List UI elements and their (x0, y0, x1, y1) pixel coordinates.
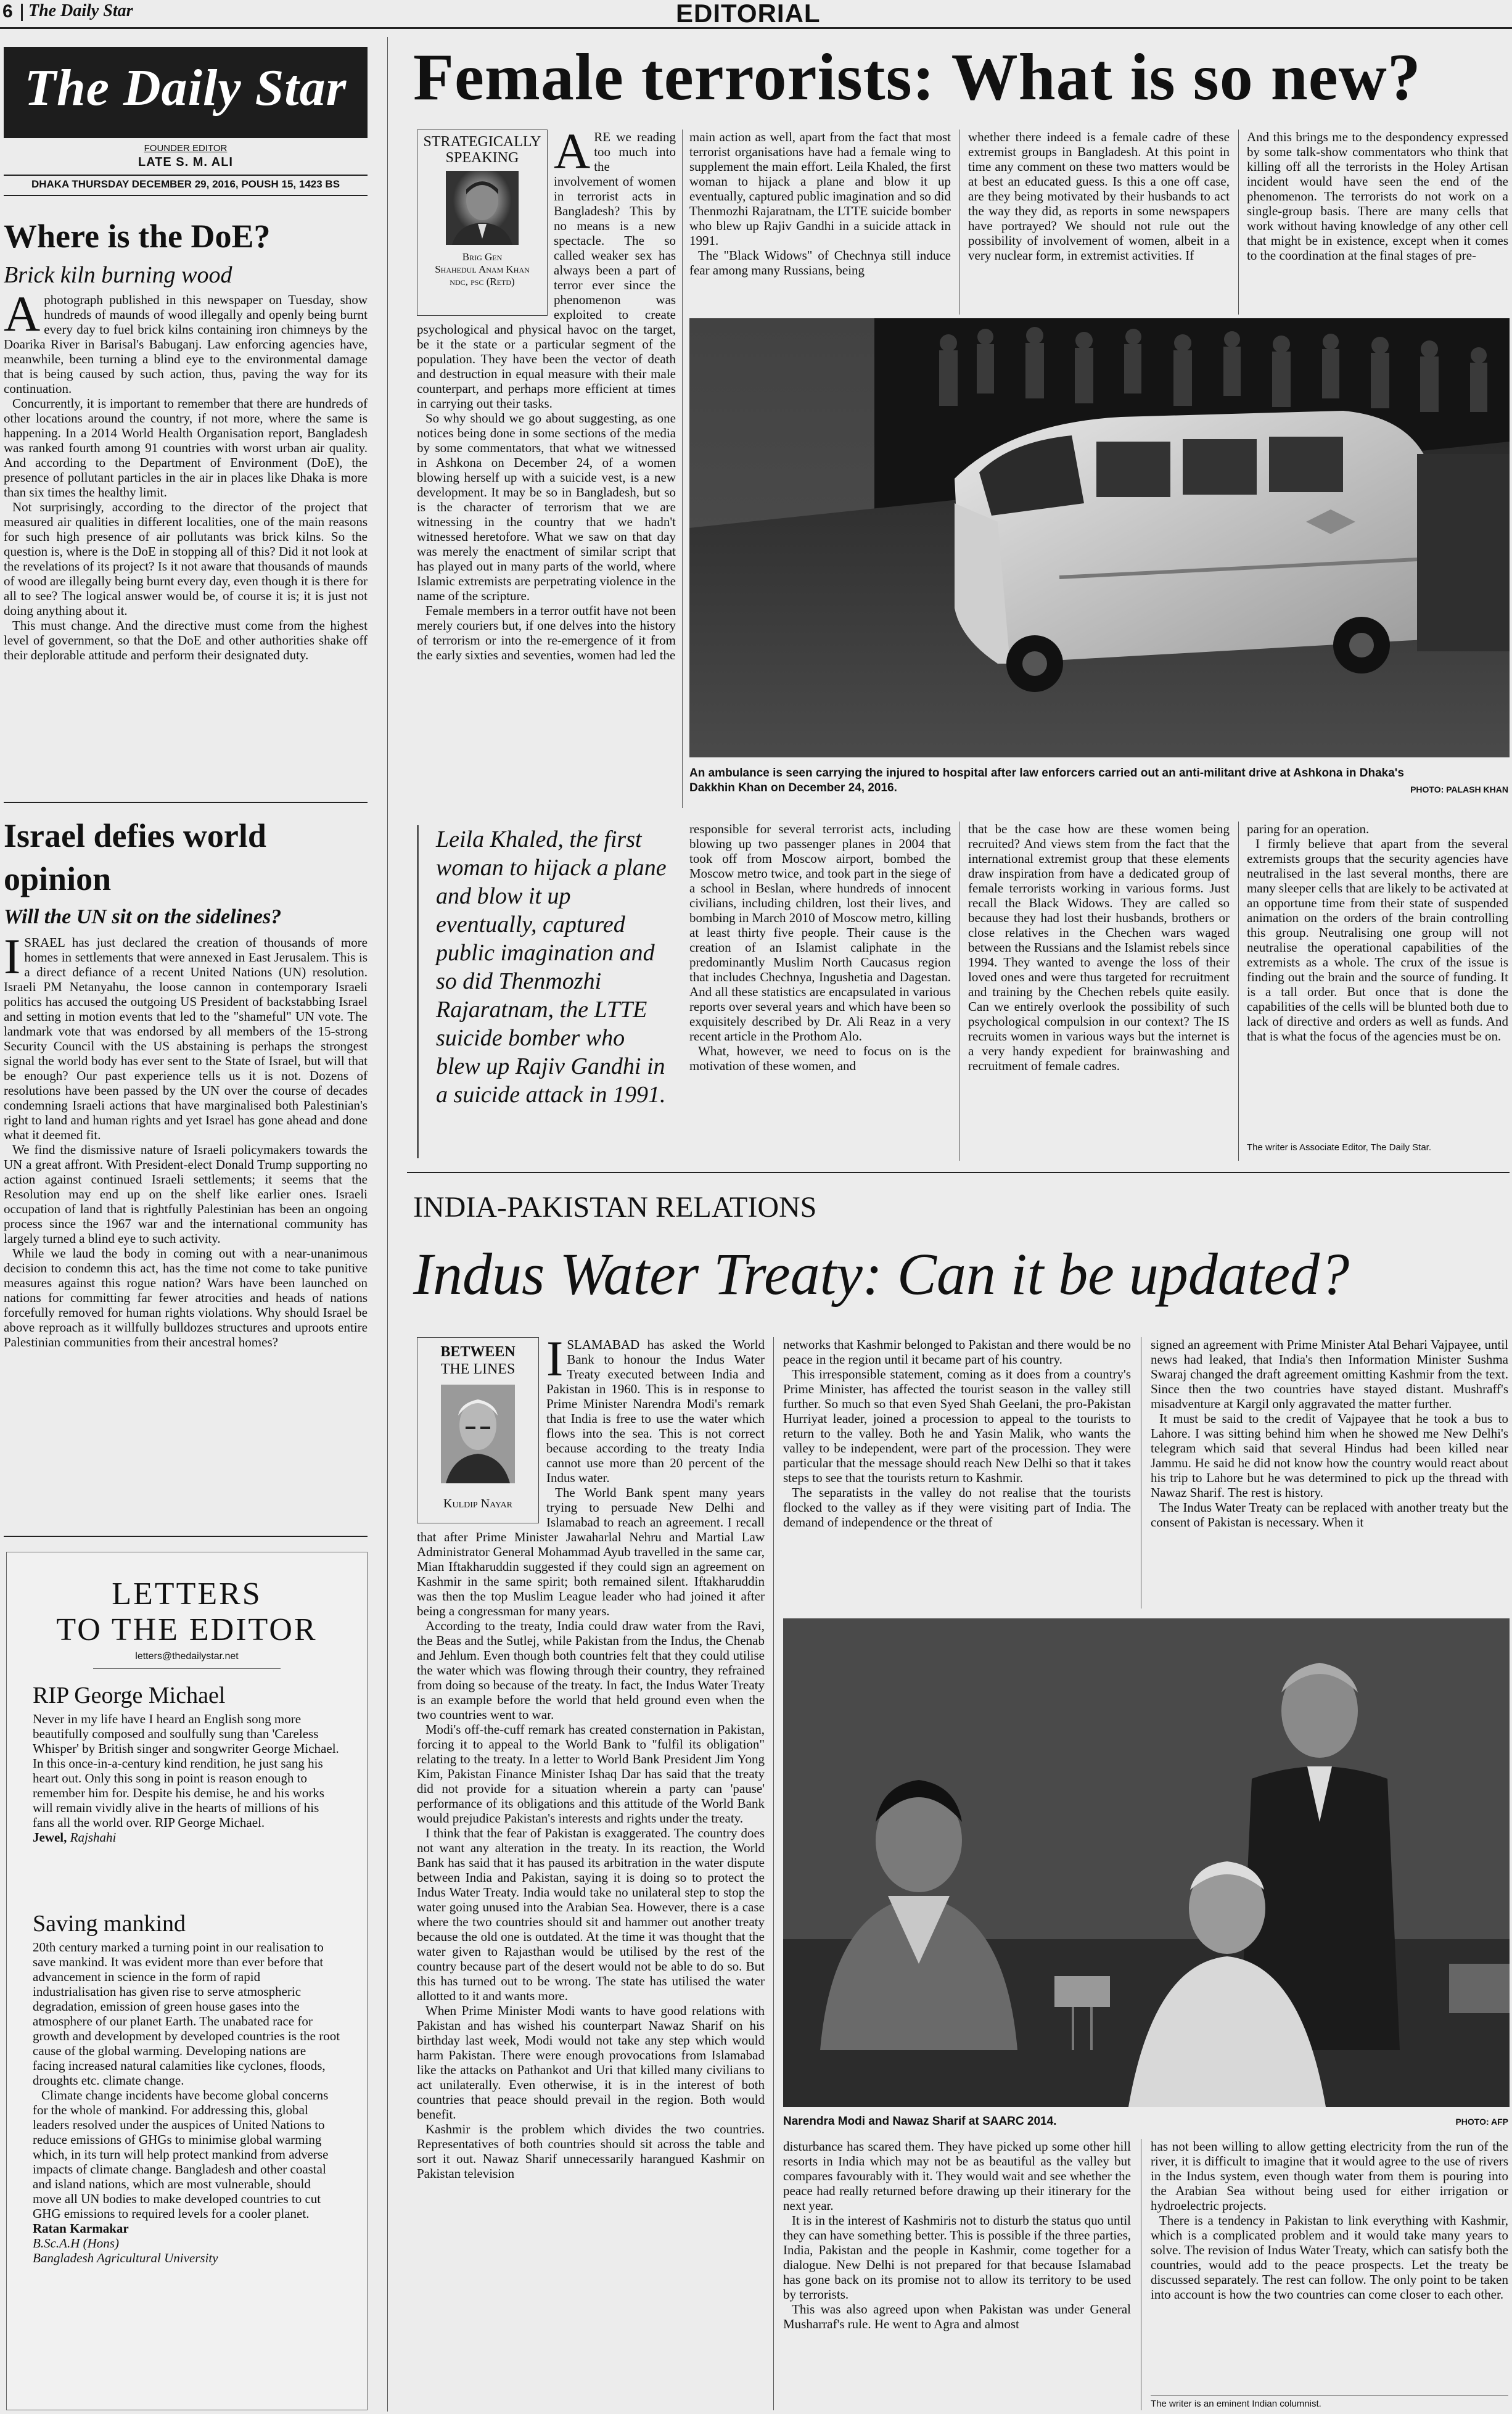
paragraph: We find the dismissive nature of Israeli policymakers towards the UN a great affront. With President-elect Donald Trump supporting no action against continued Israeli settlements; it seems that the Resolution may end up on the shelf like earlier ones. Israeli occupation of land that is rightfully Palestinian has been an ongoing process since the 1967 war and the international community has largely turned a blind eye to such activity. (4, 1142, 368, 1246)
paragraph: I think that the fear of Pakistan is exaggerated. The country does not want any alteration in the treaty. In its reaction, the World Bank has said that it has paused its arbitration in the water dispute between India and Pakistan, saying it is doing so to protect the Indus Water Treaty. India would take no unilateral step to stop the water going unused into the Arabian Sea. However, there is a case where the two countries should sit and hammer out another treaty because the old one is outdated. At the time it was thought that the water given to Rajasthan would be utilised by the rest of the country because part of the desert would not be able to do so. But this has turned out to be wrong. The state has utilised the water allotted to it and wants more. (417, 1826, 765, 2003)
author-creds: ndc, psc (Retd) (450, 276, 515, 287)
paragraph: Never in my life have I heard an English song more beautifully composed and soulfully sung than 'Careless Whisper' by British singer and songwriter George Michael. In this once-in-a-century kind rendition, he just sang his heart out. Only this song in point is reason enough to remember him for. Despite his demise, he and his works will remain vividly alive in the hearts of millions of his fans all the world over. RIP George Michael. (33, 1712, 339, 1830)
editorial1-title: Where is the DoE? (4, 218, 271, 255)
paragraph: What, however, we need to focus on is the motivation of these women, and (689, 1044, 951, 1073)
page-number: 6 (2, 1, 13, 22)
ambulance-photo (689, 318, 1510, 757)
author-name: Kuldip Nayar (443, 1497, 512, 1510)
saarc-photo-caption: Narendra Modi and Nawaz Sharif at SAARC 2014. (783, 2115, 1057, 2128)
paragraph: responsible for several terrorist acts, including blowing up two passenger planes in 2004 that took off from Moscow airport, bombed the Moscow metro twice, and took part in the siege of a school in Beslan, where hundreds of innocent civilians, including children, lost their lives, and bombing in March 2010 of Moscow metro, killing at least thirty five people. Their cause is the creation of an Islamist caliphate in the predominantly Muslim North Caucasus region that includes Chechnya, Ingushetia and Dagestan. And all these statistics are encapsulated in various reports over several years and which have been so exquisitely described by Dr. Ali Reaz in a very recent article in the Prothom Alo. (689, 822, 951, 1044)
column-rule (1238, 130, 1239, 315)
ambulance-photo-credit: PHOTO: PALASH KHAN (1410, 785, 1508, 794)
article1-col4-top (1247, 130, 1508, 315)
paragraph: This must change. And the directive must come from the highest level of government, so that the DoE and other authorities shake off their deplorable attitude and perform their designated duty. (4, 618, 368, 662)
ambulance-photo-caption: An ambulance is seen carrying the injured to hospital after law enforcers carried out an anti-militant drive at Ashkona in Dhaka's Dakkhin Khan on December 24, 2016. (689, 767, 1404, 794)
letters-heading-line1: LETTERS (112, 1576, 262, 1612)
paragraph: This irresponsible statement, coming as it does from a country's Prime Minister, has affected the tourist season in the valley still further. So much so that even Syed Shah Geelani, the pro-Pakistan Hurriyat leader, joined a procession to appeal to the tourists to return to the valley. Both he and Yasin Malik, who wants the valley to be independent, were part of the procession. They were particular that the message should reach New Delhi so that it takes steps to see that the tourists return to Kashmir. (783, 1367, 1131, 1485)
paragraph: has not been willing to allow getting electricity from the run of the river, it is difficult to imagine that it would agree to the use of rivers in the Indus system, even though water from them is pouring into the Arabian Sea without being used for either irrigation or hydroelectric projects. (1151, 2139, 1508, 2213)
paragraph: Climate change incidents have become global concerns for the whole of mankind. For addressing this, global leaders resolved under the auspices of United Nations to reduce emissions of GHGs to minimise global warming which, in its turn will help protect mankind from adverse impacts of climate change. Bangladesh and other coastal and island nations, which are most vulnerable, should move all UN bodies to make developed countries to cut GHG emissions to required levels for a cooler planet. (33, 2088, 329, 2221)
article2-writer-note: The writer is an eminent Indian columnist. (1151, 2395, 1508, 2409)
letters-rule (93, 1668, 281, 1669)
dateline: DHAKA THURSDAY DECEMBER 29, 2016, POUSH 15, 1423 BS (31, 178, 340, 190)
paragraph: The "Black Widows" of Chechnya still induce fear among many Russians, being (689, 248, 951, 278)
paragraph: There is a tendency in Pakistan to link everything with Kashmir, which is a complicated problem and it would take many years to solve. The revision of Indus Water Treaty, which can satisfy both the countries, would add to the peace prospects. Let the treaty be discussed separately. The rest can follow. The only point to be taken into account is how the two countries can come closer to each other. (1151, 2213, 1508, 2302)
column-label-line1: STRATEGICALLY (423, 134, 541, 150)
article1-headline: Female terrorists: What is so new? (413, 41, 1421, 114)
founder-name: LATE S. M. ALI (138, 155, 233, 169)
column-divider (387, 37, 388, 2412)
leaders-scene-icon (783, 1618, 1510, 2107)
article1-dropcap: A (554, 130, 591, 179)
column-rule (682, 130, 683, 808)
article2-dropcap: I (546, 1337, 564, 1386)
letter-body (33, 1712, 341, 1921)
paragraph: The World Bank spent many years trying to persuade New Delhi and Islamabad to reach an agreement. I recall that after Prime Minister Jawaharlal Nehru and Martial Law Administrator General Mohammad Ayub travelled in the same car, Mian Iftakharuddin suggested if they could sign an agreement on Kashmir in the same spirit; both remained silent. Iftakharuddin was then the top Muslim League leader who had joined it after being a congressman for many years. (417, 1485, 765, 1618)
author-name: Shahedul Anam Khan (435, 263, 530, 275)
letter-signature (33, 1830, 341, 1845)
paragraph: RE we reading too much into the involvement of women in terrorist acts in Bangladesh? This by no means is a new spectacle. The so called weaker sex has always been a part of terror ever since the phenomenon was exploited to create psychological and physical havoc on the target, be it the state or a particular segment of the population. They have been the vector of death and destruction in equal measure with their male counterpart, and perhaps more efficient at times in carrying out their tasks. (417, 130, 676, 411)
saarc-photo-credit: PHOTO: AFP (1455, 2117, 1508, 2127)
paragraph: Female members in a terror outfit have not been merely couriers but, if one delves into the history of terrorism or into the re-emergence of it from the early sixties and seventies, women had led the (417, 603, 676, 662)
paragraph: According to the treaty, India could draw water from the Ravi, the Beas and the Sutlej, while Pakistan from the Indus, the Chenab and Jehlum. Even though both countries felt that they could utilise the water which was flowing through their country, they refrained from doing so because of the treaty. In fact, the Indus Water Treaty is an example before the world that held ground even when the two countries went to war. (417, 1618, 765, 1722)
column-rule (1238, 822, 1239, 1161)
paragraph: So why should we go about suggesting, as one notices being done in some sections of the media by some commentators, that what we witnessed in Ashkona on December 24, of a women blowing herself up with a suicide vest, is a new development. It may be so in Bangladesh, but so is the character of terrorism that we are witnessing in the country that we hadn't witnessed heretofore. What we saw on that day was merely the enactment of similar script that has played out in many parts of the world, where Islamic extremists are perpetrating violence in the name of the scripture. (417, 411, 676, 603)
editorial2-dropcap: I (4, 935, 21, 984)
editorial-divider (4, 802, 368, 803)
pull-quote-box (417, 825, 673, 1158)
editorial2-body (4, 935, 368, 1509)
paragraph: It is in the interest of Kashmiris not to disturb the status quo until they can have something better. This is possible if the three parties, India, Pakistan and the people in Kashmir, come together for a dialogue. New Delhi is not prepared for that because Islamabad has gone back on its promise not to allow its territory to be used by terrorists. (783, 2213, 1131, 2302)
paragraph: And this brings me to the despondency expressed by some talk-show commentators who think that killing off all the terrorists in the Holey Artisan incident would have seen the end of the phenomenon. The terrorists do not work on a single-group basis. There are many cells that work without having knowledge of any other cell that might be in existence, except when it comes to the coordination at the final stages of pre- (1247, 130, 1508, 263)
article2-col1 (417, 1337, 765, 2410)
paragraph: I firmly believe that apart from the several extremists groups that the security agencies have neutralised in the last several months, there are many sleeper cells that are likely to be activated at an opportune time from their state of suspended animation on the orders of the brain controlling this group. Neutralising one group will not neutralise the operational capabilities of the extremists as a whole. The crux of the issue is finding out the brain and the source of funding. It is a tall order. But once that is done the capabilities of the cells will be blunted both due to lack of directive and orders as well as funds. And that is what the focus of the agencies must be on. (1247, 836, 1508, 1044)
editorial2-subtitle: Will the UN sit on the sidelines? (4, 905, 282, 928)
paragraph: It must be said to the credit of Vajpayee that he took a bus to Lahore. I was sitting behind him when he showed me New Delhi's telegram which said that several Hindus had been killed near Jammu. He said he did not know how the country would react about his trip to Lahore but he was determined to pick up the thread with Nawaz Sharif. The rest is history. (1151, 1411, 1508, 1500)
paragraph: The separatists in the valley do not realise that the tourists flocked to the valley as if they were visiting part of India. The demand of independence or the threat of (783, 1485, 1131, 1530)
column-rule (773, 1337, 774, 2410)
signature-name: Ratan Karmakar (33, 2221, 129, 2236)
editorial1-body (4, 292, 368, 792)
signature-line3: Bangladesh Agricultural University (33, 2251, 218, 2265)
letter-title: Saving mankind (33, 1911, 186, 1937)
article1-col4-bottom (1247, 822, 1508, 1130)
letters-heading-line2: TO THE EDITOR (56, 1612, 318, 1647)
article1-col1 (417, 130, 676, 808)
article1-col2-bottom (689, 822, 951, 1162)
paragraph: Concurrently, it is important to remember that there are hundreds of other locations around the country, if not more, where the same is happening. In a 2014 World Health Organisation report, Bangladesh was ranked fourth among 91 countries with worst urban air quality. And according to the Department of Environment (DoE), the presence of pollutant particles in the air in places like Dhaka is more than six times the healthy limit. (4, 396, 368, 500)
paragraph: Kashmir is the problem which divides the two countries. Representatives of both countries should sit across the table and sort it out. Nawaz Sharif unnecessarily harangued Kashmir on Pakistan television (417, 2122, 765, 2181)
letter-title: RIP George Michael (33, 1683, 226, 1708)
article2-col3-bottom (1151, 2139, 1508, 2386)
paragraph: SLAMABAD has asked the World Bank to honour the Indus Water Treaty executed between India and Pakistan in 1960. This is in response to Prime Minister Narendra Modi's remark that India is free to use the water which flows into the sea. This is not correct because according to the treaty India cannot use more than 20 percent of the Indus water. (546, 1337, 765, 1485)
saarc-photo (783, 1618, 1510, 2107)
ambulance-scene-icon (689, 318, 1510, 757)
founder-label: FOUNDER EDITOR (144, 143, 228, 154)
paragraph: 20th century marked a turning point in our realisation to save mankind. It was evident more than ever before that advancement in science in the form of rapid industrialisation has given rise to serve atmospheric degradation, emission of green house gases into the atmosphere of our planet Earth. The unabated race for growth and development by developed countries is the root cause of the global warming. Developing nations are facing increased natural calamities like cyclones, floods, droughts etc. climate change. (33, 1940, 340, 2088)
article2-col2-bottom (783, 2139, 1131, 2410)
article2-kicker: INDIA-PAKISTAN RELATIONS (413, 1191, 817, 1224)
column-label-line2: SPEAKING (445, 150, 519, 166)
letter-body (33, 1940, 341, 2408)
article-divider (407, 1172, 1510, 1173)
letters-divider (4, 1536, 368, 1537)
paragraph: While we laud the body in coming out with a near-unanimous decision to condemn this act, has the time not come to take punitive measures against this rogue nation? Wars have been launched on nations for committing far fewer atrocities and heads of nations forcefully removed for human rights violations. Why should Israel be above reproach as it willfully bulldozes structures and uproots entire Palestinian communities from their ancestral homes? (4, 1246, 368, 1349)
signature-name: Jewel, (33, 1830, 67, 1845)
signature-line2: B.Sc.A.H (Hons) (33, 2236, 119, 2251)
editorial1-subtitle: Brick kiln burning wood (4, 262, 232, 288)
page-header (0, 0, 1512, 29)
paragraph: paring for an operation. (1247, 822, 1370, 836)
paragraph: whether there indeed is a female cadre of these extremist groups in Bangladesh. At this point in time any comment on these two matters would be at best an educated guess. Is this a one off case, are they being motivated by their husbands to act the way they did, as reports in some newspapers have portrayed? We should not rule out the possibility of involvement of women, albeit in a very nuclear form, in extremist activities. If (968, 130, 1230, 263)
paragraph: Modi's off-the-cuff remark has created consternation in Pakistan, forcing it to appeal to the World Bank to "fulfil its obligation" relating to the treaty. In a letter to World Bank President Jim Yong Kim, Pakistan Finance Minister Ishaq Dar has said that the treaty did not provide for a situation wherein a party can 'pause' performance of its obligations and this attitude of the World Bank would prejudice Pakistan's interests and rights under the treaty. (417, 1722, 765, 1826)
paragraph: signed an agreement with Prime Minister Atal Behari Vajpayee, until news had leaked, that India's then Information Minister Sushma Swaraj changed the draft agreement omitting Kashmir from the text. Since then the two countries have stayed distant. Mushraff's misadventure at Kargil only aggravated the matter further. (1151, 1337, 1508, 1411)
column-label-line1: BETWEEN (440, 1344, 516, 1360)
paragraph: photograph published in this newspaper on Tuesday, show hundreds of maunds of wood illegally and openly being burnt every day to fuel brick kilns containing iron chimneys by the Doarika River in Barisal's Babuganj. Law enforcing agencies have, meanwhile, been turning a blind eye to the environmental damage that is being caused by such action, thus, paving the way for its continuation. (4, 292, 368, 396)
masthead-name: The Daily Star (24, 59, 347, 117)
author-rank: Brig Gen (462, 251, 503, 263)
paragraph: that be the case how are these women being recruited? And views stem from the fact that the international extremist group that these elements draw inspiration from have a dedicated group of female terrorists working in various forms. Just recall the Black Widows. They are called so because they had lost their husbands, brothers or close relatives in the Chechen wars waged between the Russians and the Islamist rebels since 1994. They wanted to avenge the loss of their loved ones and were thus targeted for recruitment and training by the Chechen rebels quite easily. Can we entirely overlook the possibility of such psychological compulsion in our context? The IS recruits women in various ways but the internet is a very handy expedient for brainwashing and recruitment of female cadres. (968, 822, 1230, 1073)
article1-writer-note: The writer is Associate Editor, The Daily Star. (1247, 1142, 1432, 1153)
paragraph: disturbance has scared them. They have picked up some other hill resorts in India which may not be as beautiful as the valley but compares favourably with it. They would wait and see whether the peace had really returned before drawing up their itinerary for the next year. (783, 2139, 1131, 2213)
column-rule (959, 130, 960, 315)
section-label: EDITORIAL (676, 0, 821, 28)
article2-col3-top (1151, 1337, 1508, 1609)
letters-email[interactable]: letters@thedailystar.net (135, 1651, 239, 1662)
author-box-spacer (417, 130, 554, 322)
editorial1-dropcap: A (4, 292, 41, 342)
paragraph: When Prime Minister Modi wants to have good relations with Pakistan and has wished his counterpart Nawaz Sharif on his birthday last week, Modi would not take any step which would harm Pakistan. There were enough provocations from Islamabad like the attacks on Pathankot and Uri that killed many civilians to act unilaterally. Even otherwise, it is in the interest of both countries that peace should prevail in the region. Both would benefit. (417, 2003, 765, 2122)
dateline-top-rule (4, 175, 368, 176)
letters-box (6, 1552, 368, 2410)
article2-headline: Indus Water Treaty: Can it be updated? (413, 1241, 1350, 1307)
column-label-line2: THE LINES (440, 1361, 516, 1377)
masthead (4, 47, 368, 138)
pull-quote: Leila Khaled, the first woman to hijack a plane and blow it up eventually, captured public imagination and so did Thenmozhi Rajaratnam, the LTTE suicide bomber who blew up Rajiv Gandhi in a suicide attack in 1991. (436, 826, 667, 1108)
dateline-bottom-rule (4, 195, 368, 196)
article1-col3-bottom (968, 822, 1230, 1162)
paragraph: SRAEL has just declared the creation of thousands of more homes in settlements that were annexed in East Jerusalem. This is a direct defiance of a recent United Nations (UN) resolution. Israeli PM Netanyahu, the loose cannon in contemporary Israeli politics has accused the outgoing US President of backstabbing Israel and setting in motion events that led to the "shameful" UN vote. The landmark vote that was endorsed by all members of the 15-strong Security Council with the US abstaining is perhaps the strongest signal the world body has ever sent to the State of Israel, but will that be enough? Our past experience tells us it is not. Dozens of resolutions have been passed by the UN over the course of decades condemning Israeli actions that have marginalised both Palestinian's right to land and human rights and yet Israel has gone ahead and done what it deemed fit. (4, 935, 368, 1142)
paragraph: Not surprisingly, according to the director of the project that measured air qualities in different localities, one of the main reasons for such high presence of air pollutants was brick kilns. So the question is, where is the DoE in stopping all of this? Did it not look at the revelations of its project? Is it not aware that thousands of maunds of wood are illegally being burnt every day, even though it is there for all to see? The logical answer would be, of course it is; it is just not doing anything about it. (4, 500, 368, 618)
editorial2-title: Israel defies world opinion (4, 817, 266, 897)
page-divider-bar (21, 4, 23, 21)
article2-col2-top (783, 1337, 1131, 1609)
header-paper-name: The Daily Star (28, 1, 133, 20)
column-rule (959, 822, 960, 1161)
author-box-spacer (417, 1337, 546, 1530)
paragraph: The Indus Water Treaty can be replaced with another treaty but the consent of Pakistan is necessary. When it (1151, 1500, 1508, 1530)
paragraph: networks that Kashmir belonged to Pakistan and there would be no peace in the region until it became part of his country. (783, 1337, 1131, 1367)
paragraph: This was also agreed upon when Pakistan was under General Musharraf's rule. He went to Agra and almost (783, 2302, 1131, 2331)
article1-col3-top (968, 130, 1230, 315)
article1-col2-top (689, 130, 951, 315)
signature-place: Rajshahi (70, 1830, 117, 1845)
paragraph: main action as well, apart from the fact that most terrorist organisations have had a female wing to supplement the main effort. Leila Khaled, the first woman to hijack a plane and blow it up eventually, captured public imagination and so did Thenmozhi Rajaratnam, the LTTE suicide bomber who blew up Rajiv Gandhi in a suicide attack in 1991. (689, 130, 951, 248)
